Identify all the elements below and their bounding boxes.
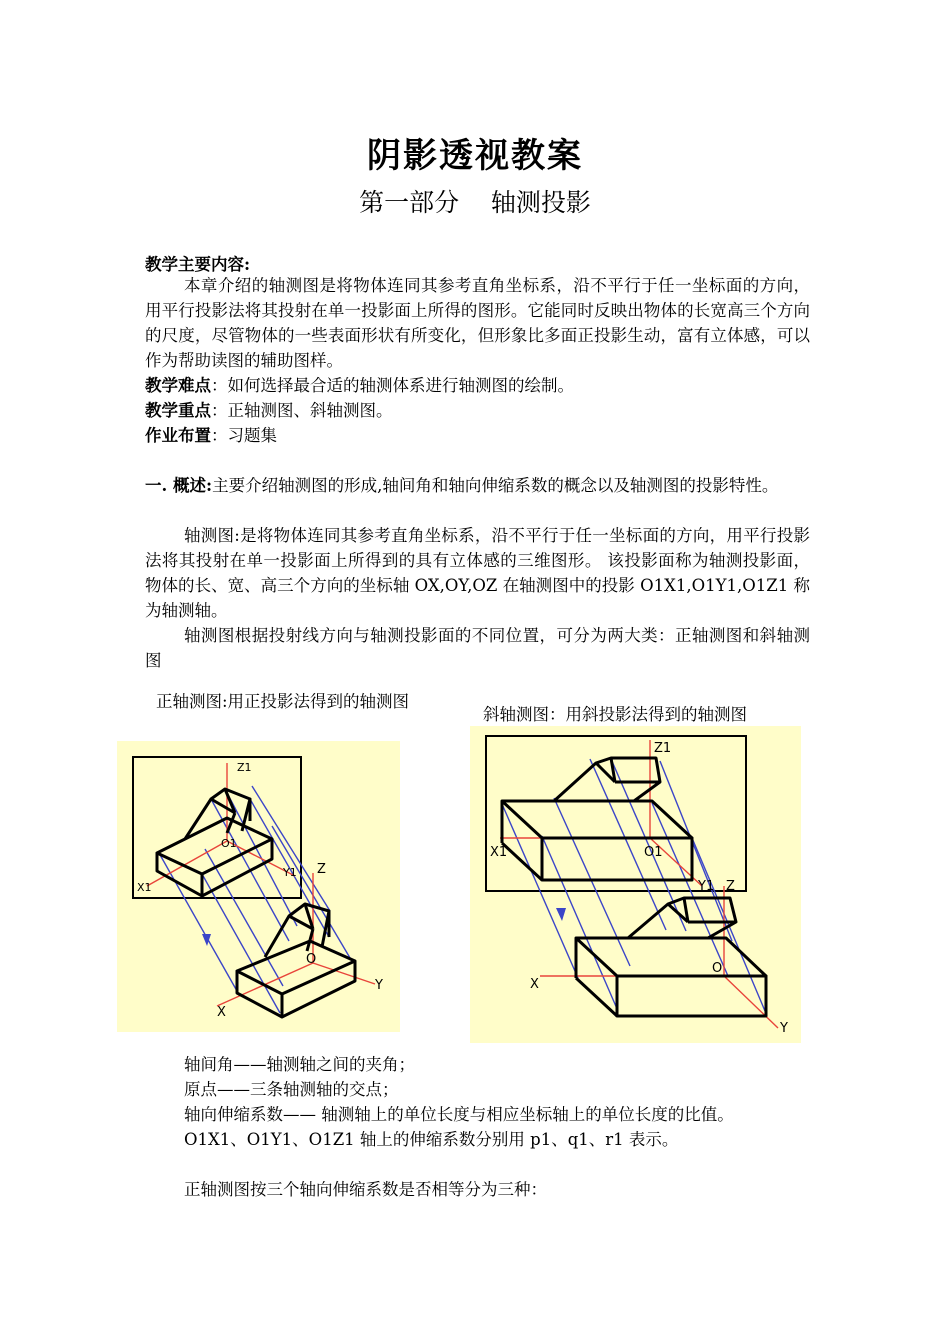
label-o: O: [306, 952, 317, 967]
oblique-axonometric-figure: [470, 726, 801, 1043]
upper-axes: [147, 763, 295, 886]
lower-block-oblique: [576, 898, 766, 1016]
orthographic-axonometric-figure: [117, 741, 400, 1032]
label-x-oblique: X: [530, 977, 539, 992]
difficulty-text: ：如何选择最合适的轴测体系进行轴测图的绘制。: [211, 376, 574, 395]
projection-plane-frame: [133, 757, 301, 898]
label-z1-oblique: Z1: [654, 741, 672, 756]
label-y1-oblique: Y1: [698, 879, 715, 894]
def-origin: 原点——三条轴测轴的交点；: [184, 1080, 399, 1099]
main-content-label: 教学主要内容:: [145, 255, 251, 274]
projection-direction-arrow-oblique: [556, 908, 566, 921]
section1-para2: 轴测图根据投射线方向与轴测投影面的不同位置，可分为两大类：正轴测图和斜轴测图: [145, 626, 810, 670]
label-x1: X1: [137, 881, 152, 894]
label-z: Z: [317, 862, 326, 877]
section1-para1: 轴测图:是将物体连同其参考直角坐标系，沿不平行于任一坐标面的方向，用平行投影法将其投射在单一投影面上所得到的具有立体感的三维图形。 该投影面称为轴测投影面，物体的长、宽、高三个方向的坐标轴 OX,OY,OZ 在轴测图中的投影 O1X1,O1Y1,O1Z1 称为轴测轴。: [145, 526, 810, 620]
difficulty-line: [145, 373, 574, 398]
page-title: 阴影透视教案: [367, 136, 583, 176]
def-scale-factor: 轴向伸缩系数—— 轴测轴上的单位长度与相应坐标轴上的单位长度的比值。: [184, 1105, 734, 1124]
lower-block: [237, 904, 355, 1017]
homework-line: [145, 423, 277, 448]
label-x: X: [217, 1005, 226, 1020]
def-scale-symbols: O1X1、O1Y1、O1Z1 轴上的伸缩系数分别用 p1、q1、r1 表示。: [184, 1130, 679, 1149]
projection-direction-arrow: [202, 934, 211, 946]
right-figure-caption: 斜轴测图：用斜投影法得到的轴测图: [483, 705, 747, 724]
focus-label: 教学重点: [145, 401, 211, 420]
label-y-oblique: Y: [780, 1021, 788, 1036]
difficulty-label: 教学难点: [145, 376, 211, 395]
label-x1-oblique: X1: [490, 845, 508, 860]
section1-intro: [145, 473, 810, 498]
homework-text: ：习题集: [211, 426, 277, 445]
projector-lines: [159, 786, 353, 1013]
homework-label: 作业布置: [145, 426, 211, 445]
label-z1: Z1: [237, 761, 252, 774]
def-classification: 正轴测图按三个轴向伸缩系数是否相等分为三种：: [184, 1180, 547, 1199]
def-axis-angle: 轴间角——轴测轴之间的夹角；: [184, 1055, 415, 1074]
section1-label: 一. 概述:: [145, 476, 213, 495]
label-y1: Y1: [283, 866, 297, 879]
focus-text: ：正轴测图、斜轴测图。: [211, 401, 393, 420]
label-o1-oblique: O1: [644, 845, 663, 860]
label-o1: O1: [221, 837, 237, 850]
label-y: Y: [375, 978, 383, 993]
page-subtitle: 第一部分 轴测投影: [359, 188, 591, 217]
label-z-oblique: Z: [726, 879, 735, 894]
focus-line: [145, 398, 393, 423]
label-o-oblique: O: [712, 961, 723, 976]
left-figure-caption: 正轴测图:用正投影法得到的轴测图: [156, 692, 410, 711]
section1-intro-text: 主要介绍轴测图的形成,轴间角和轴向伸缩系数的概念以及轴测图的投影特性。: [212, 476, 779, 495]
main-content-text: 本章介绍的轴测图是将物体连同其参考直角坐标系，沿不平行于任一坐标面的方向，用平行投影法将其投射在单一投影面上所得的图形。它能同时反映出物体的长宽高三个方向的尺度，尽管物体的一些表面形状有所变化，但形象比多面正投影生动，富有立体感，可以作为帮助读图的辅助图样。: [145, 276, 810, 370]
